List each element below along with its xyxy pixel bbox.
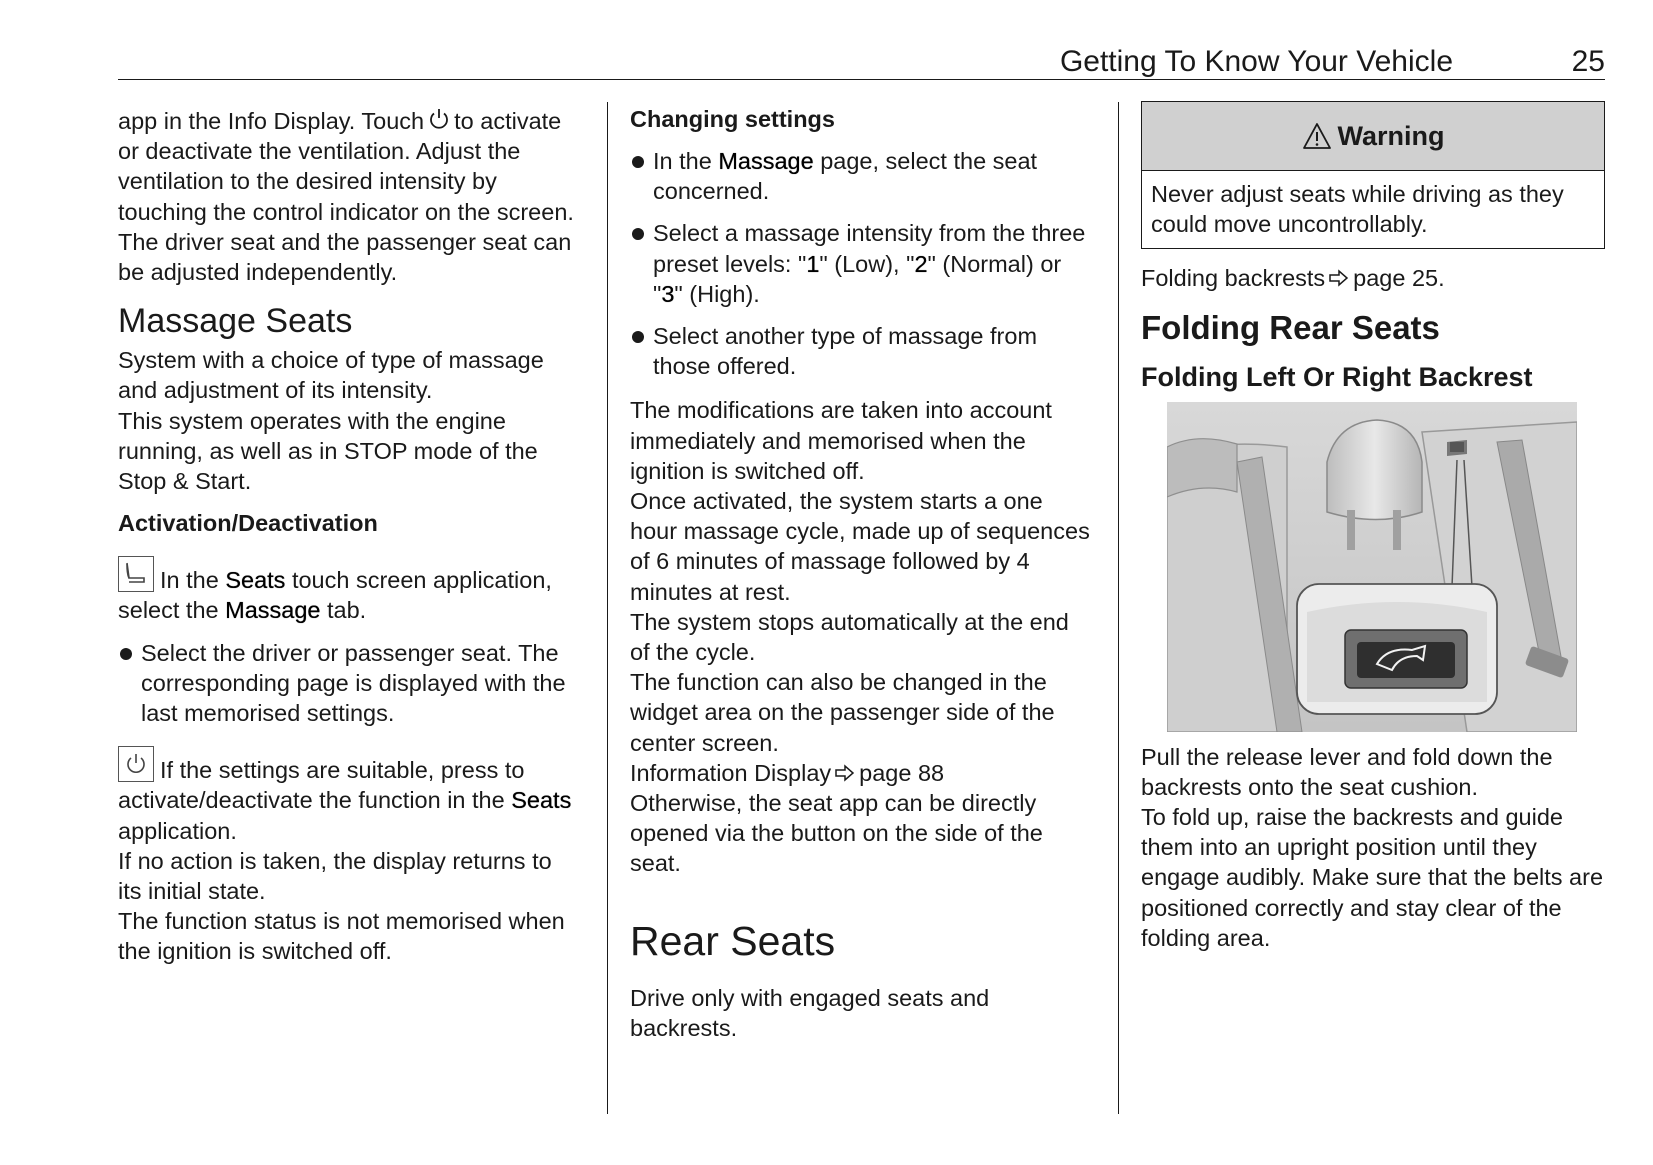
power-button-icon bbox=[118, 746, 154, 782]
column-divider-2 bbox=[1118, 102, 1119, 1114]
column-2 bbox=[630, 104, 1090, 1043]
power-icon bbox=[427, 107, 451, 131]
bullet-dot bbox=[632, 156, 644, 168]
massage-description: System with a choice of type of massage and adjustment of its intensity. bbox=[118, 347, 544, 404]
folding-backrests-reference[interactable]: Folding backrests page 25. bbox=[1141, 265, 1445, 292]
warning-box bbox=[1141, 101, 1605, 249]
no-action-text: If no action is taken, the display returns to its initial state. bbox=[118, 847, 552, 905]
intro-paragraph: app in the Info Display. Touch to activate or deactivate the ventilation. Adjust the ventilation to the desired intensity by touching the control indicator on the screen. The driver seat and the passenger seat can be adjusted independently. bbox=[118, 108, 574, 286]
page-header bbox=[118, 44, 1605, 80]
bullet-dot bbox=[120, 648, 132, 660]
folding-backrest-subheading: Folding Left Or Right Backrest bbox=[1141, 361, 1533, 392]
folding-rear-seats-heading: Folding Rear Seats bbox=[1141, 308, 1440, 346]
fold-up-text: To fold up, raise the backrests and guide them into an upright position until they engage audibly. Make sure that the belts are positioned correctly and stay clear of the folding area. bbox=[1141, 804, 1604, 951]
list-item: Select a massage intensity from the three preset levels: "1" (Low), "2" (Normal) or "3" (High). bbox=[630, 218, 1090, 309]
column-3 bbox=[1141, 101, 1605, 953]
activation-heading: Activation/Deactivation bbox=[118, 510, 378, 537]
bullet-dot bbox=[632, 331, 644, 343]
power-paragraph: If the settings are suitable, press to activate/deactivate the function in the Seats application. bbox=[118, 746, 578, 846]
arrow-right-icon bbox=[1328, 269, 1350, 287]
warning-text: Never adjust seats while driving as they could move uncontrollably. bbox=[1151, 181, 1564, 238]
changing-settings-heading: Changing settings bbox=[630, 106, 835, 132]
pull-release-text: Pull the release lever and fold down the backrests onto the seat cushion. bbox=[1141, 743, 1553, 800]
page-number: 25 bbox=[1571, 45, 1605, 78]
seat-icon bbox=[118, 556, 154, 592]
list-item: In the Massage page, select the seat concerned. bbox=[630, 146, 1090, 206]
rear-seat-release-illustration bbox=[1167, 402, 1577, 732]
warning-triangle-icon bbox=[1302, 122, 1332, 150]
otherwise-text: Otherwise, the seat app can be directly opened via the button on the side of the seat. bbox=[630, 790, 1043, 877]
massage-seats-heading: Massage Seats bbox=[118, 302, 353, 341]
column-divider-1 bbox=[607, 102, 608, 1114]
rear-seats-heading: Rear Seats bbox=[630, 917, 836, 964]
once-activated-text: Once activated, the system starts a one hour massage cycle, made up of sequences of 6 minutes of massage followed by 4 minutes at rest. bbox=[630, 488, 1090, 605]
column-1 bbox=[118, 104, 578, 967]
rear-seats-description: Drive only with engaged seats and backrests. bbox=[630, 984, 990, 1041]
warning-header bbox=[1142, 102, 1604, 171]
list-item: Select another type of massage from those offered. bbox=[630, 321, 1090, 381]
massage-operates: This system operates with the engine running, as well as in STOP mode of the Stop & Start. bbox=[118, 407, 538, 495]
widget-area-text: The function can also be changed in the widget area on the passenger side of the center screen. bbox=[630, 669, 1055, 756]
bullet-dot bbox=[632, 228, 644, 240]
seats-app-paragraph: In the Seats touch screen application, select the Massage tab. bbox=[118, 556, 578, 625]
section-title: Getting To Know Your Vehicle bbox=[1059, 45, 1453, 78]
status-not-memorised-text: The function status is not memorised when the ignition is switched off. bbox=[118, 908, 565, 965]
list-item: Select the driver or passenger seat. The corresponding page is displayed with the last memorised settings. bbox=[118, 638, 578, 729]
stops-auto-text: The system stops automatically at the end of the cycle. bbox=[630, 608, 1069, 666]
info-display-reference[interactable]: Information Display page 88 bbox=[630, 759, 945, 786]
arrow-right-icon bbox=[834, 764, 856, 782]
warning-label: Warning bbox=[1337, 120, 1445, 151]
modifications-text: The modifications are taken into account immediately and memorised when the ignition is switched off. bbox=[630, 397, 1052, 484]
